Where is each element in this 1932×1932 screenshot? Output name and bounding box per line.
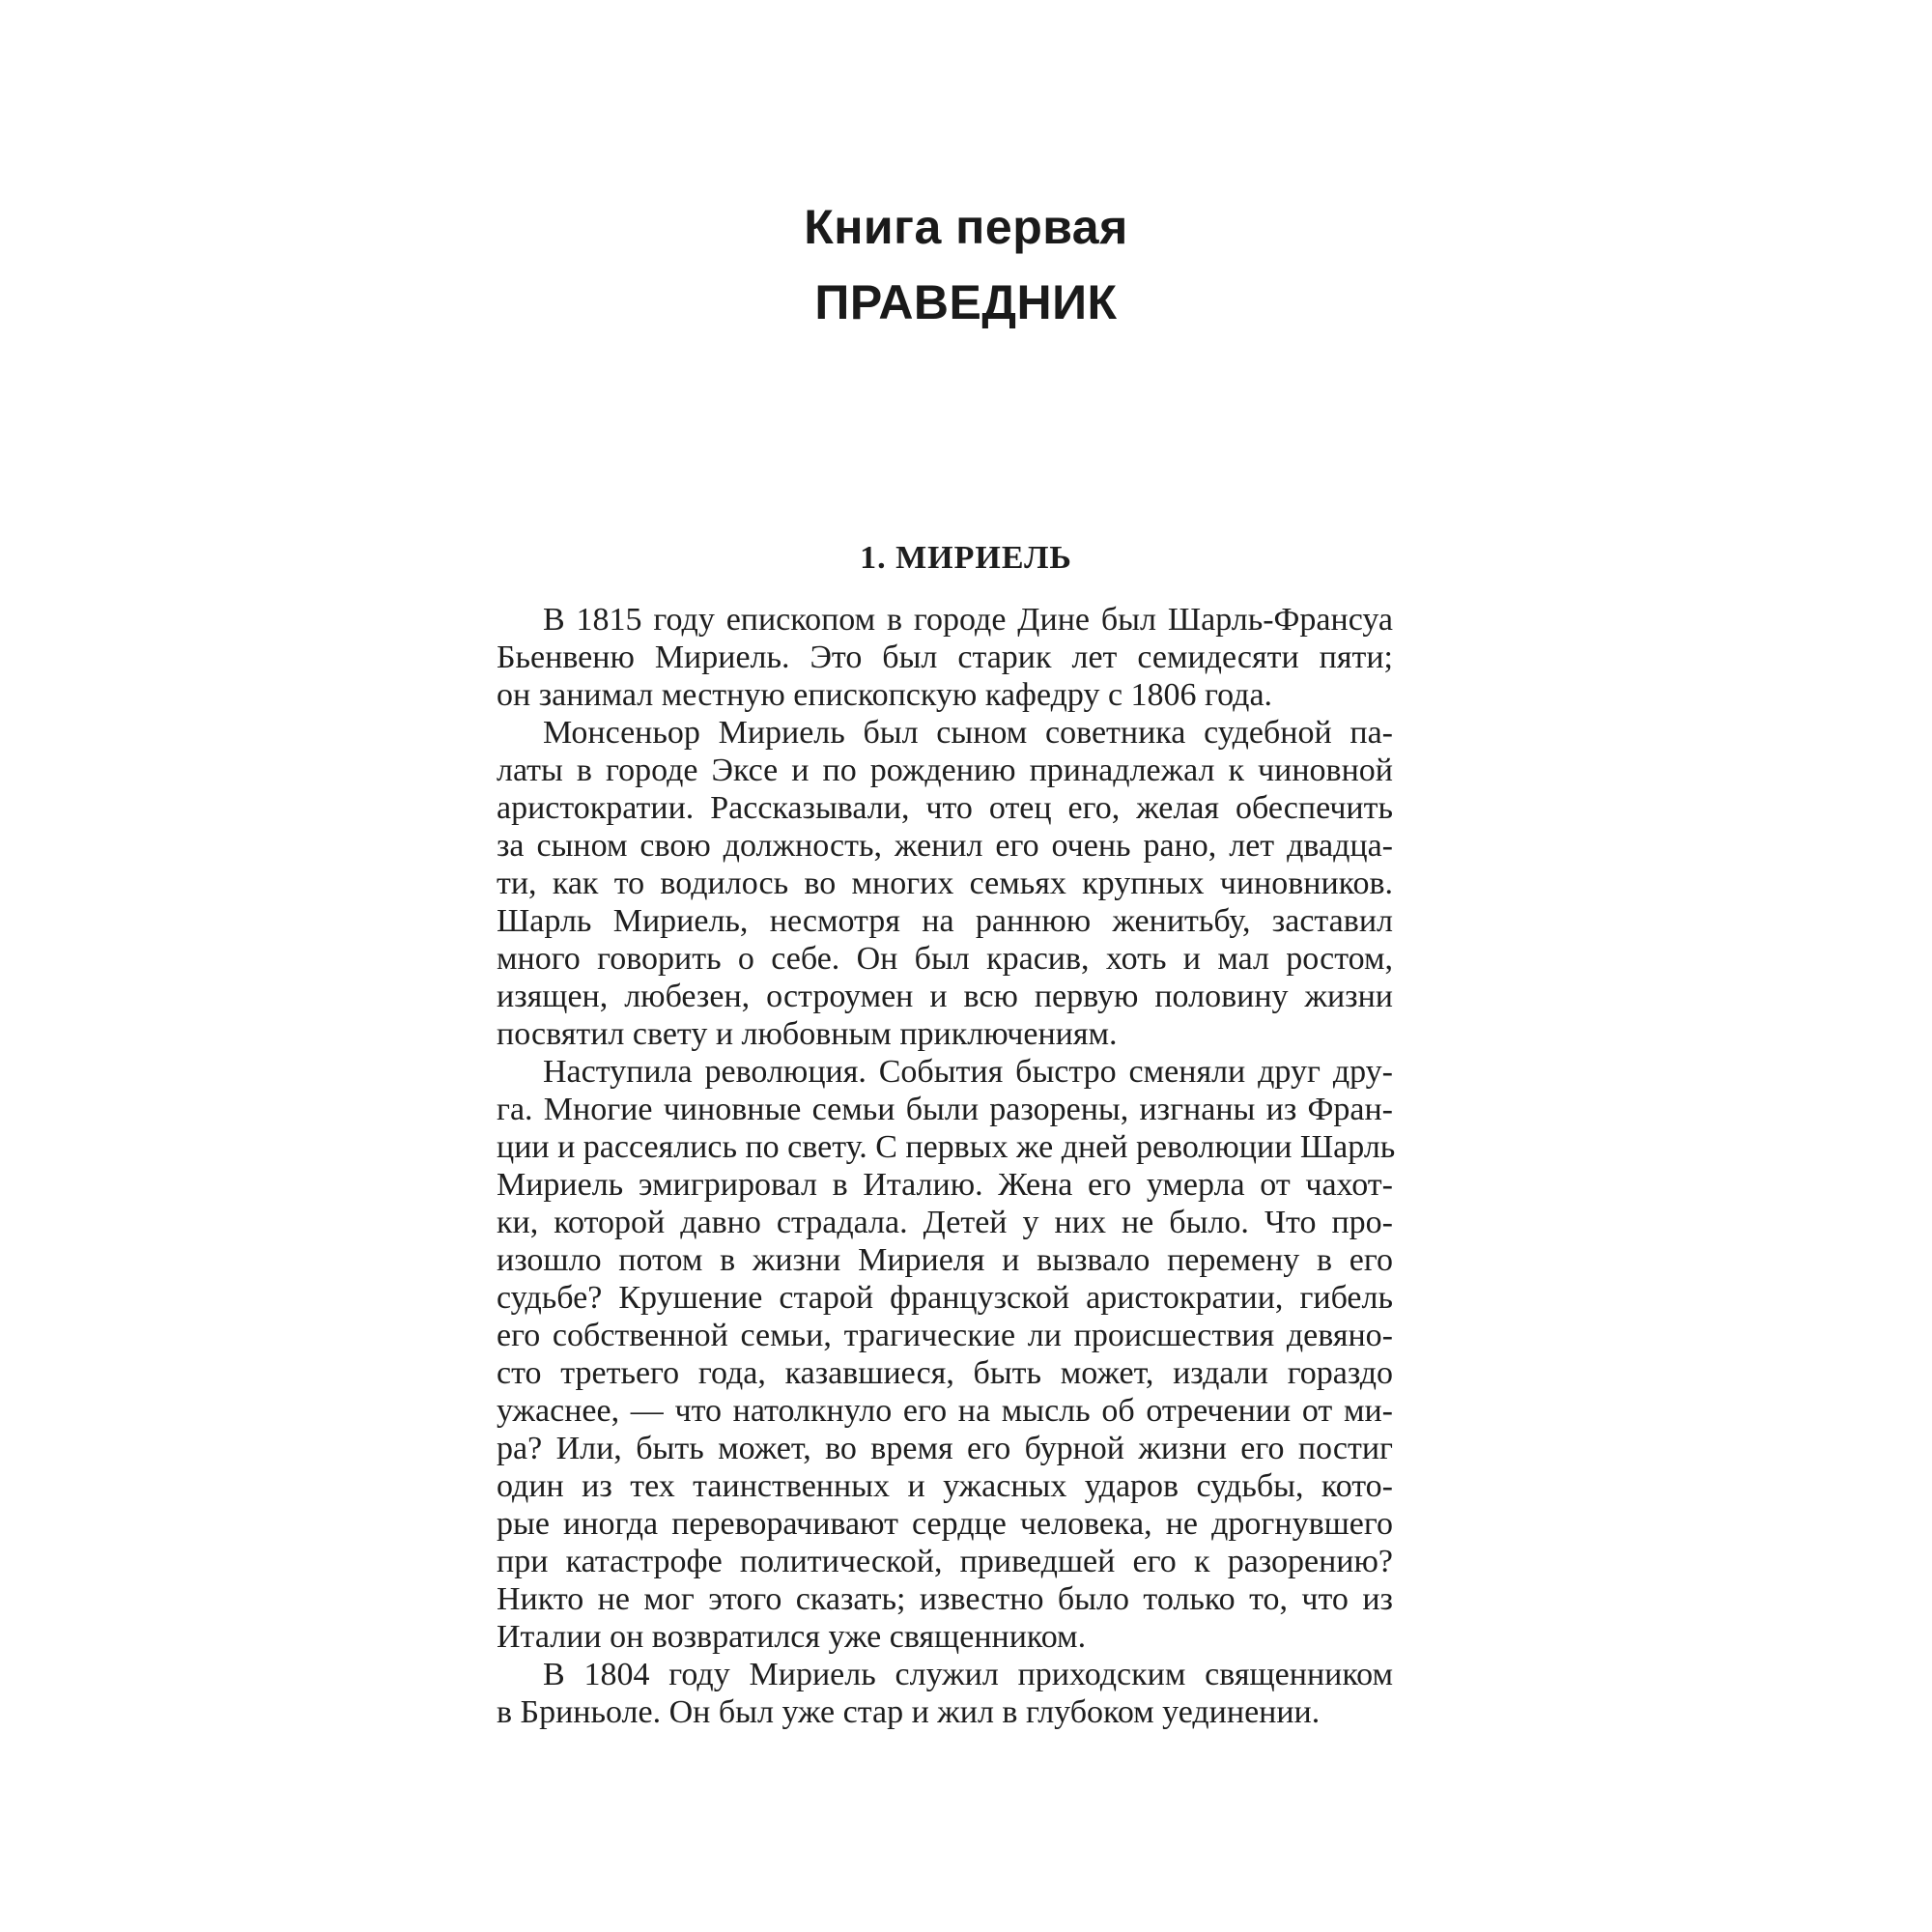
chapter-heading: 1. МИРИЕЛЬ <box>860 540 1072 576</box>
text-line: при катастрофе политической, приведшей его к разорению? <box>497 1544 1393 1579</box>
text-line: га. Многие чиновные семьи были разорены, изгнаны из Фран- <box>497 1092 1393 1127</box>
text-line: рые иногда переворачивают сердце человека, не дрогнувшего <box>497 1506 1393 1542</box>
book-subtitle: ПРАВЕДНИК <box>814 275 1118 329</box>
text-line: его собственной семьи, трагические ли происшествия девяно- <box>497 1318 1393 1353</box>
text-line: ции и рассеялись по свету. С первых же дней революции Шарль <box>497 1129 1396 1165</box>
text-line: Италии он возвратился уже священником. <box>497 1619 1087 1655</box>
text-line: изящен, любезен, остроумен и всю первую половину жизни <box>497 979 1393 1014</box>
book-title: Книга первая <box>804 200 1128 254</box>
text-line: Мириель эмигрировал в Италию. Жена его умерла от чахот- <box>497 1167 1393 1203</box>
text-line: В 1815 году епископом в городе Дине был Шарль-Франсуа <box>543 602 1393 638</box>
text-line: за сыном свою должность, женил его очень рано, лет двадца- <box>497 828 1393 864</box>
text-line: посвятил свету и любовным приключениям. <box>497 1016 1118 1052</box>
text-line: Наступила революция. События быстро сменяли друг дру- <box>543 1054 1393 1090</box>
paragraph <box>497 1656 1393 1731</box>
text-line: ра? Или, быть может, во время его бурной жизни его постиг <box>497 1431 1393 1466</box>
text-line: ти, как то водилось во многих семьях крупных чиновников. <box>497 866 1393 901</box>
text-line: В 1804 году Мириель служил приходским священником <box>543 1657 1393 1692</box>
paragraph <box>497 601 1393 714</box>
text-line: изошло потом в жизни Мириеля и вызвало перемену в его <box>497 1242 1393 1278</box>
text-line: много говорить о себе. Он был красив, хоть и мал ростом, <box>497 941 1393 977</box>
text-line: один из тех таинственных и ужасных ударов судьбы, кото- <box>497 1468 1393 1504</box>
text-line: в Бриньоле. Он был уже стар и жил в глубоком уединении. <box>497 1694 1321 1730</box>
text-line: Бьенвеню Мириель. Это был старик лет семидесяти пяти; <box>497 639 1393 675</box>
text-line: сто третьего года, казавшиеся, быть может, издали гораздо <box>497 1355 1393 1391</box>
text-line: ужаснее, — что натолкнуло его на мысль об отречении от ми- <box>497 1393 1393 1429</box>
text-line: он занимал местную епископскую кафедру с 1806 года. <box>497 677 1273 713</box>
text-line: аристократии. Рассказывали, что отец его, желая обеспечить <box>497 790 1393 826</box>
text-line: Монсеньор Мириель был сыном советника судебной па- <box>543 715 1393 751</box>
text-line: латы в городе Эксе и по рождению принадлежал к чиновной <box>497 753 1393 788</box>
chapter-body <box>497 601 1396 1731</box>
paragraph <box>497 714 1393 1053</box>
text-line: Никто не мог этого сказать; известно было только то, что из <box>497 1581 1393 1617</box>
paragraph <box>497 1053 1396 1656</box>
text-line: Шарль Мириель, несмотря на раннюю женитьбу, заставил <box>497 903 1393 939</box>
text-line: ки, которой давно страдала. Детей у них не было. Что про- <box>497 1205 1393 1240</box>
text-line: судьбе? Крушение старой французской аристократии, гибель <box>497 1280 1393 1316</box>
